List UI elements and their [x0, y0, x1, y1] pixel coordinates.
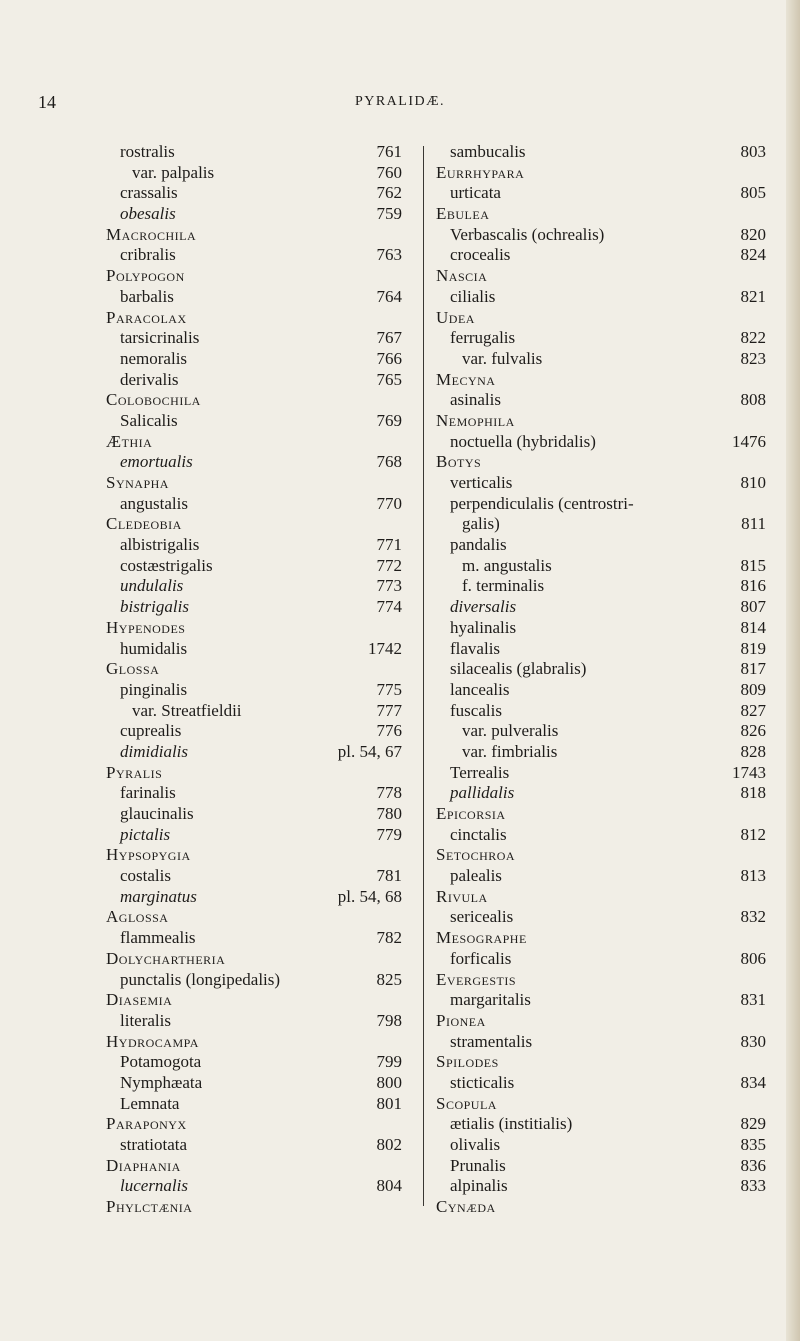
genus-name: Pionea	[436, 1010, 486, 1030]
species-name: galis)	[462, 514, 500, 534]
genus-heading	[106, 845, 402, 866]
reference-number: 771	[376, 535, 402, 555]
index-entry	[436, 432, 766, 453]
species-name: hyalinalis	[450, 617, 517, 637]
species-name: rostralis	[120, 142, 175, 161]
reference-number: 816	[740, 576, 766, 596]
index-entry	[436, 1032, 766, 1053]
index-entry	[436, 576, 766, 597]
index-entry	[106, 1011, 402, 1032]
reference-number: 760	[376, 162, 402, 182]
reference-number: 775	[376, 679, 402, 699]
index-entry	[106, 825, 402, 846]
species-name: alpinalis	[450, 1176, 508, 1196]
index-entry	[436, 866, 766, 887]
genus-name: Pyralis	[106, 762, 163, 782]
index-entry	[436, 328, 766, 349]
reference-number: 819	[740, 638, 766, 658]
genus-name: Hypenodes	[106, 617, 186, 637]
index-entry	[106, 535, 402, 556]
reference-number: 829	[740, 1114, 766, 1134]
reference-number: 800	[376, 1072, 402, 1092]
genus-name: Polypogon	[106, 266, 185, 286]
species-name: stramentalis	[450, 1031, 533, 1051]
index-entry	[436, 701, 766, 722]
index-entry	[436, 183, 766, 204]
reference-number: 764	[376, 286, 402, 306]
species-name: flavalis	[450, 638, 501, 658]
reference-number: 814	[740, 617, 766, 637]
genus-heading	[436, 266, 766, 287]
species-name: ferrugalis	[450, 328, 516, 348]
reference-number: 776	[376, 721, 402, 741]
reference-number: 805	[740, 183, 766, 203]
index-entry	[436, 349, 766, 370]
index-entry	[106, 204, 402, 225]
reference-number: 822	[740, 328, 766, 348]
index-entry	[436, 1114, 766, 1135]
genus-heading	[106, 390, 402, 411]
index-entry	[436, 763, 766, 784]
reference-number: 1742	[368, 638, 402, 658]
reference-number: 812	[740, 824, 766, 844]
genus-heading	[436, 1011, 766, 1032]
column-divider	[423, 146, 424, 1206]
genus-heading	[436, 887, 766, 908]
index-entry	[106, 411, 402, 432]
species-name: margaritalis	[450, 990, 531, 1010]
index-entry	[436, 1073, 766, 1094]
reference-number: 836	[740, 1155, 766, 1175]
index-entry	[436, 680, 766, 701]
reference-number: 780	[376, 804, 402, 823]
species-name: stratiotata	[120, 1135, 188, 1154]
genus-heading	[106, 907, 402, 928]
species-name: Terrealis	[450, 762, 510, 782]
species-name: forficalis	[450, 948, 512, 968]
genus-heading	[106, 1156, 402, 1177]
reference-number: 777	[376, 700, 402, 720]
reference-number: 798	[376, 1010, 402, 1030]
index-entry	[436, 949, 766, 970]
species-name: punctalis (longipedalis)	[120, 969, 281, 989]
reference-number: 815	[740, 555, 766, 575]
index-entry	[436, 618, 766, 639]
index-entry	[106, 370, 402, 391]
genus-name: Epicorsia	[436, 804, 506, 823]
genus-name: Nascia	[436, 266, 488, 286]
genus-heading	[436, 1052, 766, 1073]
species-name: var. pulveralis	[462, 721, 559, 741]
genus-heading	[106, 659, 402, 680]
species-name: farinalis	[120, 783, 176, 803]
index-entry	[106, 783, 402, 804]
index-entry	[436, 1156, 766, 1177]
species-name: sericealis	[450, 907, 514, 927]
reference-number: 831	[740, 990, 766, 1010]
species-name: lancealis	[450, 679, 510, 699]
genus-name: Diaphania	[106, 1155, 181, 1175]
index-entry	[106, 928, 402, 949]
index-entry	[106, 1052, 402, 1073]
index-entry	[106, 452, 402, 473]
species-name: f. terminalis	[462, 576, 545, 596]
species-name: var. fimbrialis	[462, 741, 558, 761]
species-name: Nymphæata	[120, 1072, 203, 1092]
reference-number: 761	[376, 142, 402, 161]
species-name: glaucinalis	[120, 804, 194, 823]
genus-name: Colobochila	[106, 390, 201, 410]
reference-number: 826	[740, 721, 766, 741]
reference-number: 1743	[732, 762, 766, 782]
species-name: urticata	[450, 183, 501, 203]
species-name: sticticalis	[450, 1072, 515, 1092]
index-entry	[436, 1176, 766, 1197]
reference-number: 799	[376, 1052, 402, 1072]
index-entry	[436, 473, 766, 494]
species-name: ætialis (institialis)	[450, 1114, 573, 1134]
index-entry	[106, 328, 402, 349]
index-entry	[436, 721, 766, 742]
genus-heading	[436, 1094, 766, 1115]
genus-heading	[106, 225, 402, 246]
index-entry	[436, 783, 766, 804]
species-name: flammealis	[120, 928, 196, 948]
species-name: emortualis	[120, 452, 193, 472]
species-name: asinalis	[450, 390, 501, 410]
reference-number: 763	[376, 245, 402, 265]
genus-name: Mesographe	[436, 928, 527, 948]
genus-name: Glossa	[106, 659, 160, 679]
reference-number: 801	[376, 1093, 402, 1113]
species-name: obesalis	[120, 204, 176, 224]
reference-number: 809	[740, 679, 766, 699]
index-entry	[436, 825, 766, 846]
species-name: olivalis	[450, 1135, 501, 1154]
reference-number: 766	[376, 348, 402, 368]
species-name: bistrigalis	[120, 597, 189, 617]
genus-name: Spilodes	[436, 1052, 499, 1072]
species-name: pallidalis	[450, 783, 515, 803]
index-entry	[436, 907, 766, 928]
reference-number: 768	[376, 452, 402, 472]
genus-heading	[436, 204, 766, 225]
genus-name: Diasemia	[106, 990, 173, 1010]
reference-number: 762	[376, 183, 402, 203]
index-entry	[436, 390, 766, 411]
index-entry	[106, 680, 402, 701]
genus-name: Hydrocampa	[106, 1031, 199, 1051]
genus-name: Rivula	[436, 886, 488, 906]
index-entry	[436, 535, 766, 556]
species-name: dimidialis	[120, 741, 189, 761]
index-entry	[106, 742, 402, 763]
genus-name: Hypsopygia	[106, 845, 191, 865]
reference-number: 782	[376, 928, 402, 948]
index-entry	[436, 659, 766, 680]
index-entry	[436, 494, 766, 515]
species-name: cinctalis	[450, 824, 507, 844]
genus-heading	[106, 308, 402, 329]
index-entry	[436, 990, 766, 1011]
species-name: barbalis	[120, 286, 174, 306]
index-entry	[106, 245, 402, 266]
index-entry	[106, 1135, 402, 1156]
species-name: tarsicrinalis	[120, 328, 200, 348]
species-name: m. angustalis	[462, 555, 552, 575]
reference-number: 832	[740, 907, 766, 927]
genus-name: Setochroa	[436, 845, 516, 865]
genus-heading	[436, 928, 766, 949]
genus-name: Dolychartheria	[106, 948, 226, 968]
index-entry	[106, 576, 402, 597]
species-name: pictalis	[120, 824, 171, 844]
index-entry	[106, 970, 402, 991]
index-column-right	[436, 142, 766, 1218]
index-entry	[106, 1073, 402, 1094]
species-name: costæstrigalis	[120, 555, 213, 575]
reference-number: 804	[376, 1176, 402, 1196]
reference-number: pl. 54, 68	[337, 886, 402, 906]
reference-number: 820	[740, 224, 766, 244]
reference-number: 828	[740, 741, 766, 761]
reference-number: 811	[741, 514, 766, 534]
species-name: sambucalis	[450, 142, 526, 161]
genus-name: Mecyna	[436, 369, 496, 389]
reference-number: 810	[740, 473, 766, 492]
reference-number: 769	[376, 410, 402, 430]
species-name: perpendiculalis (centrostri-	[450, 493, 634, 513]
genus-heading	[436, 163, 766, 184]
reference-number: 813	[740, 866, 766, 886]
reference-number: 774	[376, 597, 402, 617]
index-entry	[106, 494, 402, 515]
reference-number: 818	[740, 783, 766, 803]
genus-heading	[106, 763, 402, 784]
running-head: PYRALIDÆ.	[354, 94, 446, 109]
species-name: crocealis	[450, 245, 511, 265]
reference-number: 827	[740, 700, 766, 720]
genus-name: Ebulea	[436, 204, 490, 224]
genus-heading	[106, 473, 402, 494]
genus-name: Synapha	[106, 473, 169, 492]
index-entry	[436, 514, 766, 535]
genus-heading	[106, 266, 402, 287]
species-name: verticalis	[450, 473, 513, 492]
species-name: crassalis	[120, 183, 178, 203]
reference-number: 825	[376, 969, 402, 989]
genus-heading	[106, 514, 402, 535]
genus-heading	[436, 452, 766, 473]
index-entry	[436, 245, 766, 266]
genus-heading	[106, 949, 402, 970]
genus-name: Cledeobia	[106, 514, 182, 534]
reference-number: pl. 54, 67	[337, 741, 402, 761]
reference-number: 1476	[732, 431, 766, 451]
index-entry	[436, 1135, 766, 1156]
genus-heading	[436, 1197, 766, 1218]
species-name: palealis	[450, 866, 502, 886]
species-name: Salicalis	[120, 410, 178, 430]
index-entry	[436, 639, 766, 660]
species-name: Lemnata	[120, 1093, 180, 1113]
index-entry	[106, 639, 402, 660]
genus-heading	[436, 845, 766, 866]
index-entry	[436, 287, 766, 308]
genus-name: Aglossa	[106, 907, 169, 927]
species-name: marginatus	[120, 886, 197, 906]
species-name: Verbascalis (ochrealis)	[450, 224, 605, 244]
index-entry	[106, 721, 402, 742]
reference-number: 833	[740, 1176, 766, 1196]
reference-number: 835	[740, 1135, 766, 1154]
reference-number: 802	[376, 1135, 402, 1154]
genus-name: Udea	[436, 307, 475, 327]
genus-heading	[106, 618, 402, 639]
genus-name: Eurrhypara	[436, 162, 525, 182]
genus-name: Æthia	[106, 431, 153, 451]
reference-number: 803	[740, 142, 766, 161]
index-entry	[106, 804, 402, 825]
species-name: costalis	[120, 866, 171, 886]
species-name: var. fulvalis	[462, 348, 543, 368]
index-column-left	[106, 142, 402, 1218]
reference-number: 765	[376, 369, 402, 389]
species-name: cribralis	[120, 245, 176, 265]
genus-heading	[106, 990, 402, 1011]
species-name: fuscalis	[450, 700, 502, 720]
genus-heading	[106, 1197, 402, 1218]
genus-heading	[436, 804, 766, 825]
index-entry	[106, 701, 402, 722]
species-name: silacealis (glabralis)	[450, 659, 587, 679]
species-name: angustalis	[120, 493, 188, 513]
species-name: lucernalis	[120, 1176, 188, 1196]
page-edge	[786, 0, 800, 1341]
index-entry	[106, 142, 402, 163]
index-entry	[106, 1176, 402, 1197]
index-entry	[106, 887, 402, 908]
index-entry	[106, 183, 402, 204]
index-entry	[436, 597, 766, 618]
genus-heading	[106, 1032, 402, 1053]
page-number: 14	[38, 92, 56, 112]
species-name: derivalis	[120, 369, 179, 389]
index-entry	[106, 163, 402, 184]
species-name: var. palpalis	[132, 162, 215, 182]
index-entry	[106, 597, 402, 618]
genus-name: Nemophila	[436, 410, 515, 430]
species-name: cuprealis	[120, 721, 182, 741]
index-entry	[106, 349, 402, 370]
genus-heading	[106, 432, 402, 453]
index-entry	[436, 225, 766, 246]
genus-name: Scopula	[436, 1093, 497, 1113]
reference-number: 823	[740, 348, 766, 368]
reference-number: 770	[376, 493, 402, 513]
species-name: pinginalis	[120, 679, 188, 699]
species-name: var. Streatfieldii	[132, 700, 242, 720]
reference-number: 778	[376, 783, 402, 803]
genus-name: Cynæda	[436, 1197, 496, 1217]
reference-number: 830	[740, 1031, 766, 1051]
reference-number: 779	[376, 824, 402, 844]
genus-name: Botys	[436, 452, 482, 472]
index-entry	[436, 556, 766, 577]
reference-number: 772	[376, 555, 402, 575]
species-name: humidalis	[120, 638, 188, 658]
species-name: nemoralis	[120, 348, 188, 368]
index-entry	[106, 556, 402, 577]
reference-number: 834	[740, 1072, 766, 1092]
index-entry	[106, 1094, 402, 1115]
species-name: cilialis	[450, 286, 496, 306]
index-entry	[436, 742, 766, 763]
genus-name: Phylctænia	[106, 1197, 193, 1217]
reference-number: 767	[376, 328, 402, 348]
species-name: Prunalis	[450, 1155, 506, 1175]
genus-heading	[436, 308, 766, 329]
reference-number: 817	[740, 659, 766, 679]
index-entry	[106, 287, 402, 308]
genus-name: Paracolax	[106, 307, 187, 327]
species-name: noctuella (hybridalis)	[450, 431, 596, 451]
reference-number: 806	[740, 948, 766, 968]
genus-name: Macrochila	[106, 224, 197, 244]
genus-heading	[436, 411, 766, 432]
reference-number: 821	[740, 286, 766, 306]
species-name: pandalis	[450, 535, 507, 555]
genus-name: Evergestis	[436, 969, 517, 989]
genus-heading	[436, 370, 766, 391]
reference-number: 824	[740, 245, 766, 265]
species-name: undulalis	[120, 576, 184, 596]
species-name: Potamogota	[120, 1052, 202, 1072]
reference-number: 781	[376, 866, 402, 886]
species-name: albistrigalis	[120, 535, 200, 555]
species-name: literalis	[120, 1010, 171, 1030]
index-entry	[436, 142, 766, 163]
reference-number: 807	[740, 597, 766, 617]
species-name: diversalis	[450, 597, 517, 617]
reference-number: 759	[376, 204, 402, 224]
genus-heading	[436, 970, 766, 991]
index-entry	[106, 866, 402, 887]
reference-number: 773	[376, 576, 402, 596]
genus-heading	[106, 1114, 402, 1135]
reference-number: 808	[740, 390, 766, 410]
genus-name: Paraponyx	[106, 1114, 187, 1134]
